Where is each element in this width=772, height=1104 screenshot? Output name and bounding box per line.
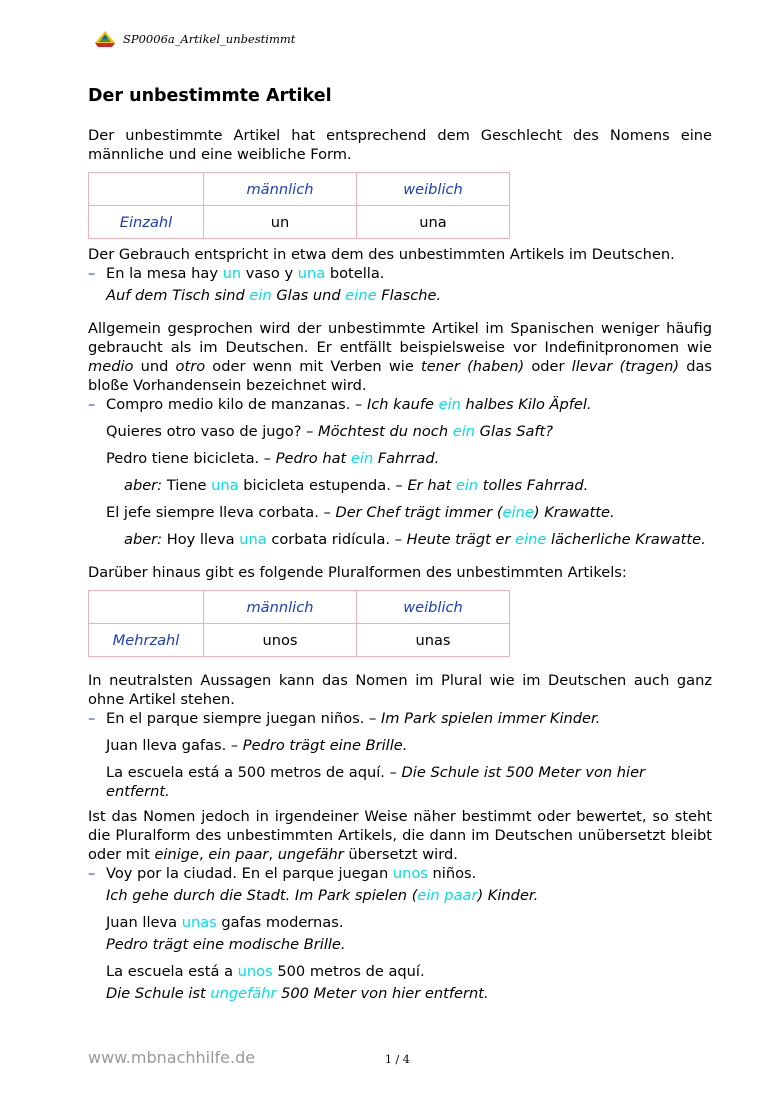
table-row-label: Einzahl	[89, 206, 204, 239]
table-header-masculine: männlich	[204, 591, 357, 624]
list-item: – Voy por la ciudad. En el parque juegan unos niños.	[88, 865, 477, 882]
plural-intro: Darüber hinaus gibt es folgende Pluralformen des unbestimmten Artikels:	[88, 564, 627, 581]
paragraph-no-article: In neutralsten Aussagen kann das Nomen im Plural wie im Deutschen auch ganz ohne Artikel stehen.	[88, 672, 712, 708]
dash-bullet: –	[88, 396, 96, 413]
page-number: 1 / 4	[385, 1053, 410, 1066]
list-item: El jefe siempre lleva corbata. – Der Chef trägt immer (eine) Krawatte.	[106, 504, 615, 521]
table-cell-masculine: unos	[204, 624, 357, 657]
page-header	[94, 29, 295, 49]
plural-table	[88, 590, 510, 657]
intro-paragraph: Der unbestimmte Artikel hat entsprechend dem Geschlecht des Nomens eine männliche und eine weibliche Form.	[88, 127, 712, 163]
table-header-feminine: weiblich	[357, 173, 510, 206]
example-list-2	[88, 395, 712, 549]
list-item: – En la mesa hay un vaso y una botella.	[88, 265, 385, 282]
list-item: aber: Tiene una bicicleta estupenda. – Er hat ein tolles Fahrrad.	[124, 477, 589, 494]
dash-bullet: –	[88, 265, 96, 282]
list-item: – Compro medio kilo de manzanas. – Ich kaufe ein halbes Kilo Äpfel.	[88, 396, 592, 413]
paragraph-usage-rules: Allgemein gesprochen wird der unbestimmte Artikel im Spanischen weniger häufig gebraucht als im Deutschen. Er entfällt beispielsweise vor Indefinitpronomen wie medio und otro oder wenn mit Verben wie tener (haben) oder llevar (tragen) das bloße Vorhandensein bezeichnet wird.	[88, 320, 713, 394]
dash-bullet: –	[88, 865, 96, 882]
logo-icon	[94, 30, 116, 48]
table-cell-feminine: unas	[357, 624, 510, 657]
paragraph-plural-forms: Ist das Nomen jedoch in irgendeiner Weise näher bestimmt oder bewertet, so steht die Pluralform des unbestimmten Artikels, die dann im Deutschen unübersetzt bleibt oder mit einige, ein paar, ungefähr übersetzt wird.	[88, 808, 712, 863]
table-empty-cell	[89, 173, 204, 206]
list-item-translation: Pedro trägt eine modische Brille.	[106, 936, 346, 953]
usage-paragraph: Der Gebrauch entspricht in etwa dem des unbestimmten Artikels im Deutschen.	[88, 246, 675, 263]
table-cell-feminine: una	[357, 206, 510, 239]
table-empty-cell	[89, 591, 204, 624]
table-cell-masculine: un	[204, 206, 357, 239]
list-item: Quieres otro vaso de jugo? – Möchtest du noch ein Glas Saft?	[106, 423, 554, 440]
list-item: La escuela está a unos 500 metros de aquí.	[106, 963, 425, 980]
table-row-label: Mehrzahl	[89, 624, 204, 657]
list-item: La escuela está a 500 metros de aquí. – Die Schule ist 500 Meter von hier entfernt.	[106, 764, 646, 800]
list-item: aber: Hoy lleva una corbata ridícula. – Heute trägt er eine lächerliche Krawatte.	[124, 531, 706, 548]
document-filename: SP0006a_Artikel_unbestimmt	[123, 32, 296, 46]
document-body	[88, 84, 712, 1003]
dash-bullet: –	[88, 710, 96, 727]
list-item-translation: Auf dem Tisch sind ein Glas und eine Flasche.	[106, 287, 442, 304]
example-list-3	[88, 709, 712, 801]
list-item: Juan lleva unas gafas modernas.	[106, 914, 344, 931]
example-list-1	[88, 264, 712, 305]
table-header-feminine: weiblich	[357, 591, 510, 624]
table-header-masculine: männlich	[204, 173, 357, 206]
list-item: – En el parque siempre juegan niños. – Im Park spielen immer Kinder.	[88, 710, 601, 727]
example-list-4	[88, 864, 712, 1003]
document-title: Der unbestimmte Artikel	[88, 86, 332, 106]
singular-table	[88, 172, 510, 239]
list-item: Pedro tiene bicicleta. – Pedro hat ein Fahrrad.	[106, 450, 440, 467]
list-item-translation: Die Schule ist ungefähr 500 Meter von hier entfernt.	[106, 985, 489, 1002]
list-item: Juan lleva gafas. – Pedro trägt eine Brille.	[106, 737, 408, 754]
footer-website-link[interactable]: www.mbnachhilfe.de	[88, 1048, 256, 1067]
list-item-translation: Ich gehe durch die Stadt. Im Park spielen (ein paar) Kinder.	[106, 887, 539, 904]
